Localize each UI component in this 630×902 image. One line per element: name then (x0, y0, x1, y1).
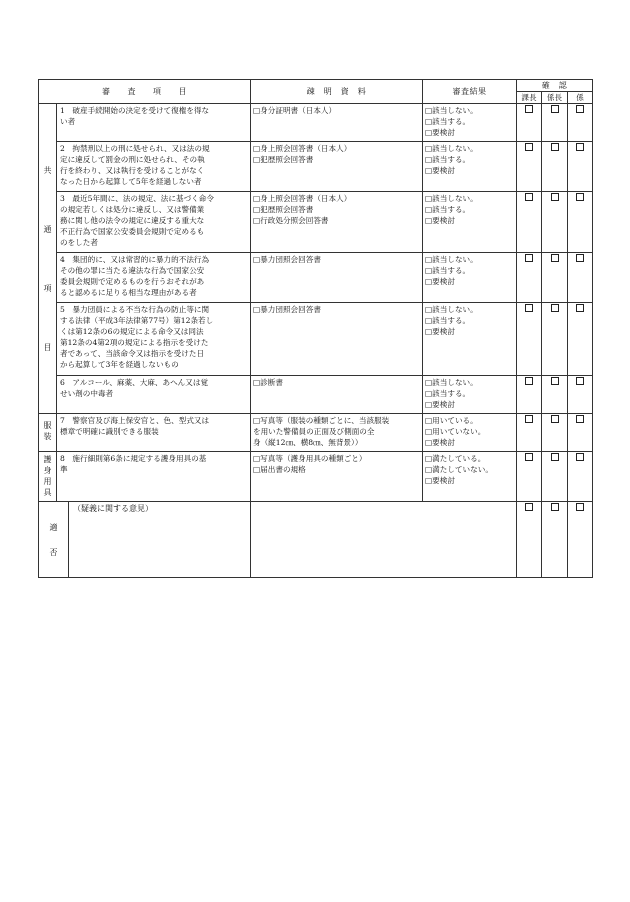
result-3: □該当しない。 □該当する。 □要検討 (423, 192, 517, 253)
approval-checkbox[interactable] (542, 502, 568, 578)
docs-4: □暴力団照会回答書 (251, 253, 423, 303)
role-subsection-chief: 係長 (542, 92, 568, 104)
docs-2: □身上照会回答書（日本人） □犯歴照会回答書 (251, 142, 423, 192)
confirm-checkbox[interactable] (542, 376, 568, 414)
docs-3: □身上照会回答書（日本人） □犯歴照会回答書 □行政処分照会回答書 (251, 192, 423, 253)
approval-checkbox[interactable] (517, 502, 542, 578)
opinion-label: （疑義に関する意見） (73, 504, 153, 513)
docs-8: □写真等（護身用具の種類ごと） □届出書の規格 (251, 452, 423, 502)
result-5: □該当しない。 □該当する。 □要検討 (423, 303, 517, 376)
role-staff: 係 (568, 92, 593, 104)
confirm-checkbox[interactable] (542, 414, 568, 452)
confirm-checkbox[interactable] (517, 452, 542, 502)
opinion-text-area[interactable] (251, 502, 517, 578)
confirm-checkbox[interactable] (542, 253, 568, 303)
confirm-checkbox[interactable] (568, 142, 593, 192)
role-section-chief: 課長 (517, 92, 542, 104)
confirm-checkbox[interactable] (517, 376, 542, 414)
header-confirmation: 確 認 (517, 80, 593, 92)
result-4: □該当しない。 □該当する。 □要検討 (423, 253, 517, 303)
category-uniform: 服 装 (39, 414, 57, 452)
confirm-checkbox[interactable] (542, 303, 568, 376)
item-3: 3 最近5年間に、法の規定、法に基づく命令 の規定若しくは処分に違反し、又は警備業 務に関し他の法令の規定に違反する重大な 不正行為で国家公安委員会規則で定めるも のをした者 (57, 192, 251, 253)
result-6: □該当しない。 □該当する。 □要検討 (423, 376, 517, 414)
docs-7: □写真等（服装の種類ごとに、当該服装 を用いた警備員の正面及び側面の全 身（縦12㎝、横8㎝、無背景）） (251, 414, 423, 452)
result-2: □該当しない。 □該当する。 □要検討 (423, 142, 517, 192)
item-6: 6 アルコール、麻薬、大麻、あへん又は覚 せい剤の中毒者 (57, 376, 251, 414)
item-2: 2 拘禁刑以上の刑に処せられ、又は法の規 定に違反して罰金の刑に処せられ、その執 行を終わり、又は執行を受けることがなく なった日から起算して5年を経過しない者 (57, 142, 251, 192)
confirm-checkbox[interactable] (568, 376, 593, 414)
confirm-checkbox[interactable] (542, 104, 568, 142)
confirm-checkbox[interactable] (517, 192, 542, 253)
item-8: 8 施行細則第6条に規定する護身用具の基 準 (57, 452, 251, 502)
docs-1: □身分証明書（日本人） (251, 104, 423, 142)
confirm-checkbox[interactable] (568, 303, 593, 376)
header-screening-result: 審査結果 (423, 80, 517, 104)
result-1: □該当しない。 □該当する。 □要検討 (423, 104, 517, 142)
confirm-checkbox[interactable] (542, 142, 568, 192)
confirm-checkbox[interactable] (517, 414, 542, 452)
screening-checklist-table (38, 79, 593, 578)
category-protective-equipment: 護 身 用 具 (39, 452, 57, 502)
docs-5: □暴力団照会回答書 (251, 303, 423, 376)
confirm-checkbox[interactable] (568, 104, 593, 142)
docs-6: □診断書 (251, 376, 423, 414)
header-screening-items: 審 査 項 目 (39, 80, 251, 104)
confirm-checkbox[interactable] (517, 104, 542, 142)
approval-label-cell: 適 否 （疑義に関する意見） (39, 502, 251, 578)
result-8: □満たしている。 □満たしていない。 □要検討 (423, 452, 517, 502)
confirm-checkbox[interactable] (568, 452, 593, 502)
result-7: □用いている。 □用いていない。 □要検討 (423, 414, 517, 452)
category-common-items: 共 通 項 目 (39, 104, 57, 414)
confirm-checkbox[interactable] (568, 192, 593, 253)
confirm-checkbox[interactable] (542, 452, 568, 502)
confirm-checkbox[interactable] (517, 303, 542, 376)
approval-checkbox[interactable] (568, 502, 593, 578)
confirm-checkbox[interactable] (517, 253, 542, 303)
header-supporting-documents: 疎 明 資 料 (251, 80, 423, 104)
confirm-checkbox[interactable] (568, 253, 593, 303)
item-4: 4 集団的に、又は常習的に暴力的不法行為 その他の罪に当たる違法な行為で国家公安 委員会規則で定めるものを行うおそれがあ ると認めるに足りる相当な理由がある者 (57, 253, 251, 303)
item-1: 1 破産手続開始の決定を受けて復権を得な い者 (57, 104, 251, 142)
confirm-checkbox[interactable] (568, 414, 593, 452)
confirm-checkbox[interactable] (517, 142, 542, 192)
confirm-checkbox[interactable] (542, 192, 568, 253)
item-7: 7 警察官及び海上保安官と、色、型式又は 標章で明確に識別できる服装 (57, 414, 251, 452)
item-5: 5 暴力団員による不当な行為の防止等に関 する法律（平成3年法律第77号）第12条若し くは第12条の6の規定による命令又は同法 第12条の4第2項の規定による指示を受けた 者であって、当該命令又は指示を受けた日 から起算して3年を経過しないもの (57, 303, 251, 376)
